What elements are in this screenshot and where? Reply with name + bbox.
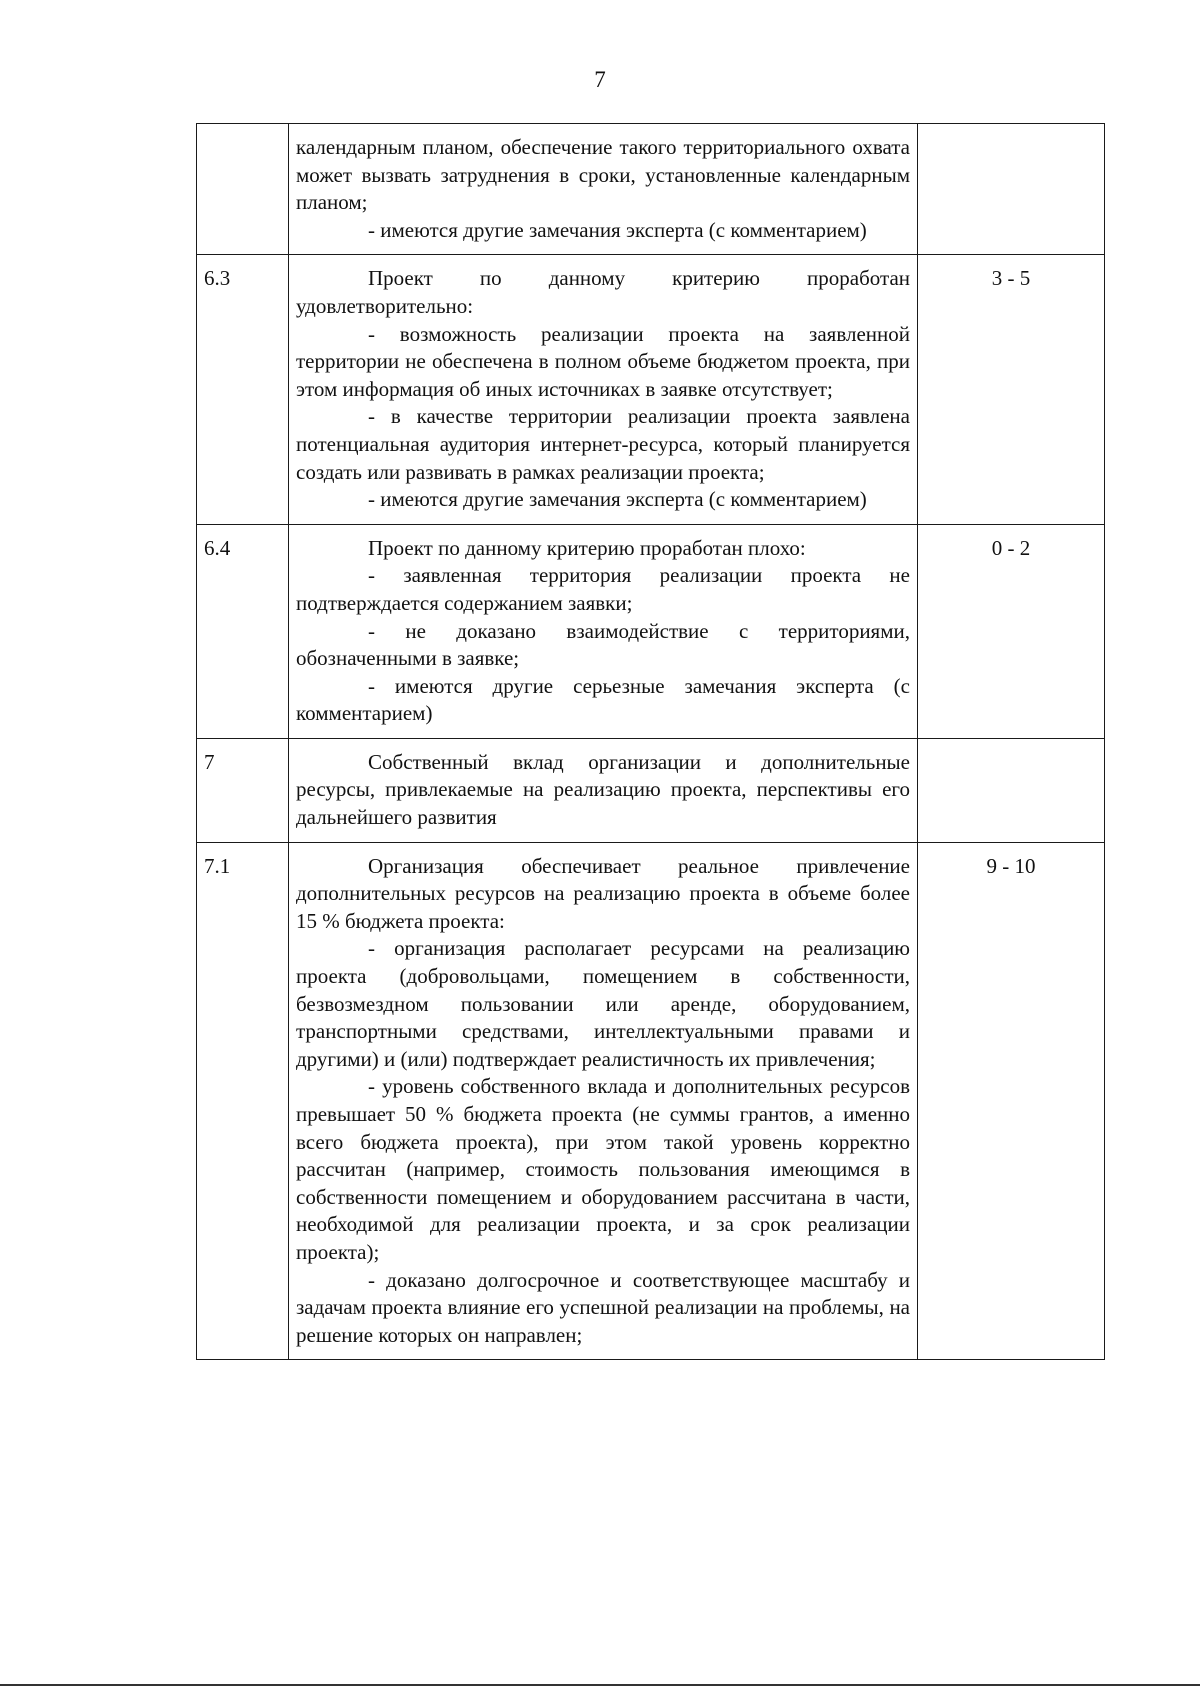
- criterion-number: [197, 124, 289, 255]
- criterion-paragraph: - уровень собственного вклада и дополнительных ресурсов превышает 50 % бюджета проекта (не суммы грантов, а именно всего бюджета проекта), при этом такой уровень корректно рассчитан (например, стоимость пользования имеющимся в собственности помещением и оборудованием рассчитана в части, необходимой для реализации проекта, и за срок реализации проекта);: [296, 1074, 910, 1264]
- criterion-paragraph: Организация обеспечивает реальное привлечение дополнительных ресурсов на реализацию проекта в объеме более 15 % бюджета проекта:: [296, 853, 910, 933]
- criteria-row: [197, 738, 1105, 842]
- criteria-row: [197, 255, 1105, 524]
- criterion-paragraph: - имеются другие замечания эксперта (с комментарием): [368, 217, 867, 242]
- criterion-paragraph: - возможность реализации проекта на заявленной территории не обеспечена в полном объеме бюджетом проекта, при этом информация об иных источниках в заявке отсутствует;: [296, 321, 910, 401]
- criteria-table: [196, 123, 1105, 1360]
- criterion-paragraph: Проект по данному критерию проработан удовлетворительно:: [296, 266, 910, 318]
- criterion-paragraph: - доказано долгосрочное и соответствующее масштабу и задачам проекта влияние его успешной реализации на проблемы, на решение которых он направлен;: [296, 1267, 910, 1347]
- criterion-score: [918, 738, 1105, 842]
- criterion-paragraph: - не доказано взаимодействие с территориями, обозначенными в заявке;: [296, 618, 910, 671]
- criterion-paragraph: - в качестве территории реализации проекта заявлена потенциальная аудитория интернет-ресурса, который планируется создать или развивать в рамках реализации проекта;: [296, 404, 910, 484]
- criterion-number: 7.1: [197, 842, 289, 1360]
- criterion-score: 3 - 5: [918, 255, 1105, 524]
- criteria-row: [197, 842, 1105, 1360]
- criterion-paragraph: - организация располагает ресурсами на реализацию проекта (добровольцами, помещением в собственности, безвозмездном пользовании или аренде, оборудованием, транспортными средствами, интеллектуальными правами и другими) и (или) подтверждает реалистичность их привлечения;: [296, 936, 910, 1071]
- criterion-description: [289, 738, 918, 842]
- criterion-paragraph: - заявленная территория реализации проекта не подтверждается содержанием заявки;: [296, 563, 910, 615]
- page-number: 7: [594, 67, 606, 92]
- criterion-score: 0 - 2: [918, 524, 1105, 738]
- criterion-number: 7: [197, 738, 289, 842]
- criterion-paragraph: Проект по данному критерию проработан плохо:: [368, 535, 806, 560]
- criterion-number: 6.3: [197, 255, 289, 524]
- criterion-paragraph: - имеются другие замечания эксперта (с комментарием): [368, 487, 867, 512]
- criterion-description: [289, 255, 918, 524]
- criterion-description: [289, 842, 918, 1360]
- criteria-row: [197, 524, 1105, 738]
- criterion-description: [289, 524, 918, 738]
- criterion-description: [289, 124, 918, 255]
- criterion-paragraph: календарным планом, обеспечение такого территориального охвата может вызвать затруднения в сроки, установленные календарным планом;: [296, 135, 910, 215]
- criteria-row: [197, 124, 1105, 255]
- criterion-number: 6.4: [197, 524, 289, 738]
- criterion-paragraph: - имеются другие серьезные замечания эксперта (с комментарием): [296, 673, 910, 726]
- criteria-table-body: [197, 124, 1105, 1360]
- criterion-paragraph: Собственный вклад организации и дополнительные ресурсы, привлекаемые на реализацию проекта, перспективы его дальнейшего развития: [296, 749, 910, 830]
- scan-edge-line: [0, 1684, 1200, 1686]
- criterion-score: 9 - 10: [918, 842, 1105, 1360]
- criterion-score: [918, 124, 1105, 255]
